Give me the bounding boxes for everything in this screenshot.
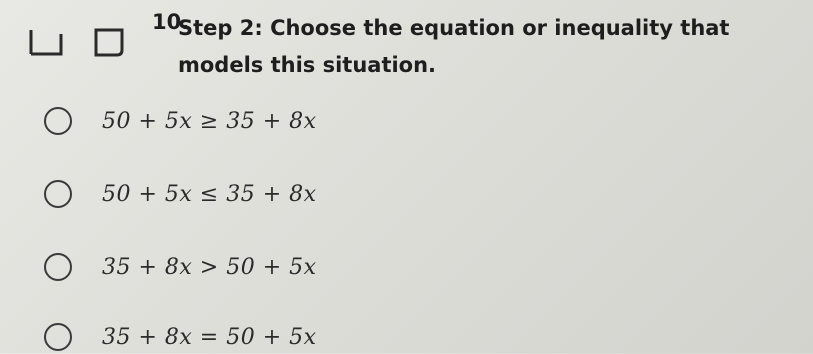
answer-option-1[interactable] <box>44 104 317 138</box>
question-number: 10. <box>152 10 190 34</box>
option-label: 50 + 5x ≤ 35 + 8x <box>102 181 317 207</box>
option-label: 50 + 5x ≥ 35 + 8x <box>102 108 317 134</box>
corner-mark-left-icon <box>28 28 64 58</box>
answer-option-2[interactable] <box>44 177 317 211</box>
corner-mark-right-icon <box>93 28 127 58</box>
option-label: 35 + 8x > 50 + 5x <box>102 254 317 280</box>
answer-option-3[interactable] <box>44 250 317 284</box>
answer-option-4[interactable] <box>44 320 317 354</box>
radio-button[interactable] <box>44 323 72 351</box>
option-label: 35 + 8x = 50 + 5x <box>102 324 317 350</box>
radio-button[interactable] <box>44 253 72 281</box>
radio-button[interactable] <box>44 180 72 208</box>
question-text: Step 2: Choose the equation or inequality that models this situation. <box>178 16 730 77</box>
radio-button[interactable] <box>44 107 72 135</box>
